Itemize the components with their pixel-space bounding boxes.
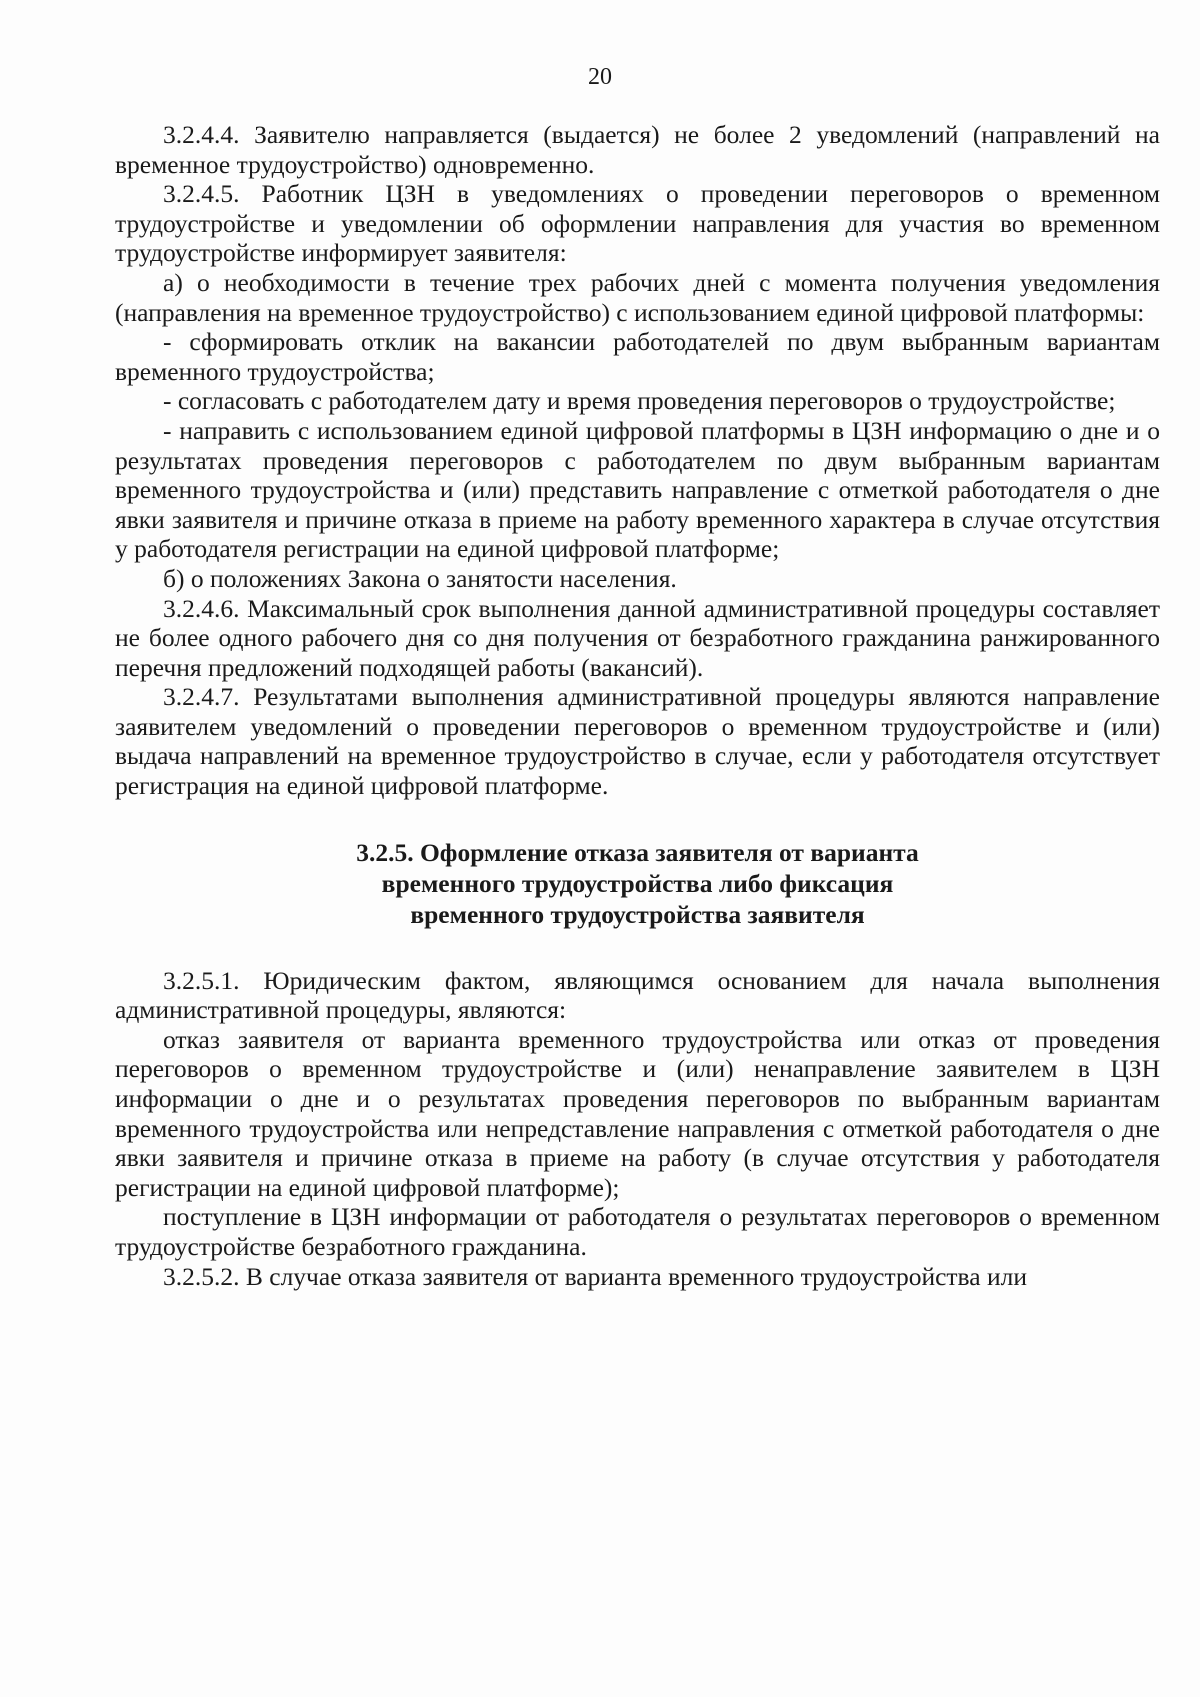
page-number: 20 [588,64,612,90]
paragraph-dash-1: - сформировать отклик на вакансии работодателей по двум выбранным вариантам временного трудоустройства; [115,327,1160,386]
paragraph-3-2-4-5: 3.2.4.5. Работник ЦЗН в уведомлениях о проведении переговоров о временном трудоустройстве и уведомлении об оформлении направления для участия во временном трудоустройстве информирует заявителя: [115,179,1160,268]
paragraph-item-b: б) о положениях Закона о занятости населения. [163,563,677,593]
paragraph-employer-info: поступление в ЦЗН информации от работодателя о результатах переговоров о временном трудоустройстве безработного гражданина. [115,1202,1160,1261]
section-heading-3-2-5 [115,837,1160,930]
paragraph-dash-3: - направить с использованием единой цифровой платформы в ЦЗН информацию о дне и о результатах проведения переговоров с работодателем по двум выбранным вариантам временного трудоустройства и (или) представить направление с отметкой работодателя о дне явки заявителя и причине отказа в приеме на работу временного характера в случае отсутствия у работодателя регистрации на единой цифровой платформе; [115,415,1160,564]
paragraph-3-2-5-2: 3.2.5.2. В случае отказа заявителя от варианта временного трудоустройства или [163,1261,1027,1291]
section-heading-line-2: временного трудоустройства либо фиксация [381,868,894,898]
paragraph-dash-2: - согласовать с работодателем дату и время проведения переговоров о трудоустройстве; [163,386,1116,416]
section-heading-line-3: временного трудоустройства заявителя [410,899,865,929]
document-body [115,120,1160,1291]
paragraph-refusal-conditions: отказ заявителя от варианта временного трудоустройства или отказ от проведения переговоров о временном трудоустройстве и (или) ненаправление заявителем в ЦЗН информации о дне и о результатах проведения переговоров по выбранным вариантам временного трудоустройства или непредставление направления с отметкой работодателя о дне явки заявителя и причине отказа в приеме на работу (в случае отсутствия у работодателя регистрации на единой цифровой платформе); [115,1024,1160,1202]
paragraph-3-2-4-6: 3.2.4.6. Максимальный срок выполнения данной административной процедуры составляет не более одного рабочего дня со дня получения от безработного гражданина ранжированного перечня предложений подходящей работы (вакансий). [115,593,1160,682]
section-heading-line-1: 3.2.5. Оформление отказа заявителя от варианта [356,837,919,867]
paragraph-3-2-4-4: 3.2.4.4. Заявителю направляется (выдается) не более 2 уведомлений (направлений на временное трудоустройство) одновременно. [115,120,1160,179]
paragraph-3-2-4-7: 3.2.4.7. Результатами выполнения административной процедуры являются направление заявителем уведомлений о проведении переговоров о временном трудоустройстве и (или) выдача направлений на временное трудоустройство в случае, если у работодателя отсутствует регистрация на единой цифровой платформе. [115,682,1160,801]
paragraph-3-2-5-1: 3.2.5.1. Юридическим фактом, являющимся основанием для начала выполнения административной процедуры, являются: [115,965,1160,1025]
paragraph-item-a: а) о необходимости в течение трех рабочих дней с момента получения уведомления (направления на временное трудоустройство) с использованием единой цифровой платформы: [115,267,1160,327]
